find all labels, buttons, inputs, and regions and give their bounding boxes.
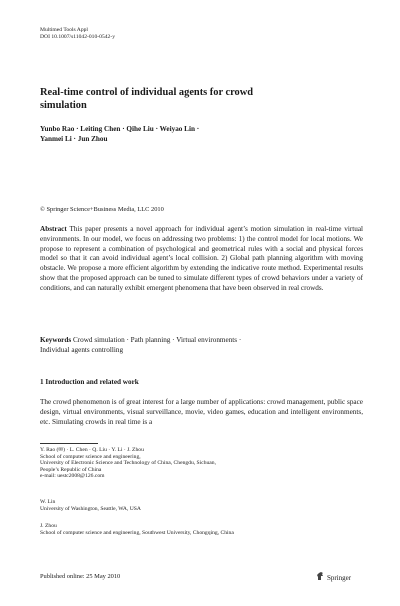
title-line-1: Real-time control of individual agents for crowd [40, 87, 253, 98]
keywords-line-1: Crowd simulation · Path planning · Virtual environments · [72, 336, 242, 344]
keywords-line-2: Individual agents controlling [40, 345, 124, 354]
keywords [40, 336, 363, 356]
affiliation-line: University of Electronic Science and Technology of China, Chengdu, Sichuan, [40, 460, 216, 467]
authors-line-2: Yanmei Li · Jun Zhou [40, 134, 108, 143]
published-date: Published online: 25 May 2010 [40, 573, 121, 580]
doi: DOI 10.1007/s11042-010-0542-y [40, 33, 115, 40]
springer-logo [316, 571, 351, 584]
footnote-rule [40, 443, 98, 444]
affiliation-block-2 [40, 499, 370, 512]
affiliation-block-1 [40, 447, 370, 480]
affiliation-line: Y. Rao (✉) · L. Chen · Q. Liu · Y. Li · J. Zhou [40, 447, 144, 453]
affiliation-block-3 [40, 523, 370, 536]
springer-wordmark: Springer [327, 573, 352, 582]
affiliation-line: School of computer science and engineering, [40, 453, 141, 460]
section-heading: 1 Introduction and related work [40, 378, 139, 386]
copyright-notice: © Springer Science+Business Media, LLC 2010 [40, 206, 164, 213]
affiliation-email: e-mail: uestc2008@126.com [40, 473, 105, 480]
abstract-label: Abstract [40, 225, 67, 233]
affiliation-line: School of computer science and engineering, Southwest University, Chongqing, China [40, 529, 234, 536]
title-line-2: simulation [40, 100, 87, 112]
paper-title [40, 86, 370, 113]
journal-name: Multimed Tools Appl [40, 27, 88, 33]
keywords-label: Keywords [40, 336, 72, 344]
abstract-text: This paper presents a novel approach for individual agent’s motion simulation in real-time virtual environments. In our model, we focus on addressing two problems: 1) the control model for local motions. We propose to represent a combination of psychological and geometrical rules with a social and physical forces model so that it can avoid individual agent’s local collision. 2) Global path planning algorithm with moving obstacle. We propose a more efficient algorithm by extending the indicative route method. Experimental results show that the proposed approach can be tuned to simulate different types of crowd behaviors under a variety of conditions, and can naturally exhibit emergent phenomena that have been observed in real crowds. [40, 225, 364, 292]
authors-line-1: Yunbo Rao · Leiting Chen · Qihe Liu · Weiyao Lin · [40, 125, 200, 133]
affiliation-line: J. Zhou [40, 523, 57, 529]
authors [40, 125, 199, 144]
affiliation-line: W. Lin [40, 499, 56, 505]
springer-horse-icon [316, 571, 325, 584]
abstract [40, 225, 363, 294]
affiliation-line: University of Washington, Seattle, WA, USA [40, 505, 141, 512]
affiliation-line: People’s Republic of China [40, 466, 102, 473]
journal-header [40, 27, 115, 40]
section-body: The crowd phenomenon is of great interest for a large number of applications: crowd management, public space design, virtual environments, visual surveillance, movie, video games, education and intelligent environments, etc. Simulating crowds in real time is a [40, 398, 363, 426]
